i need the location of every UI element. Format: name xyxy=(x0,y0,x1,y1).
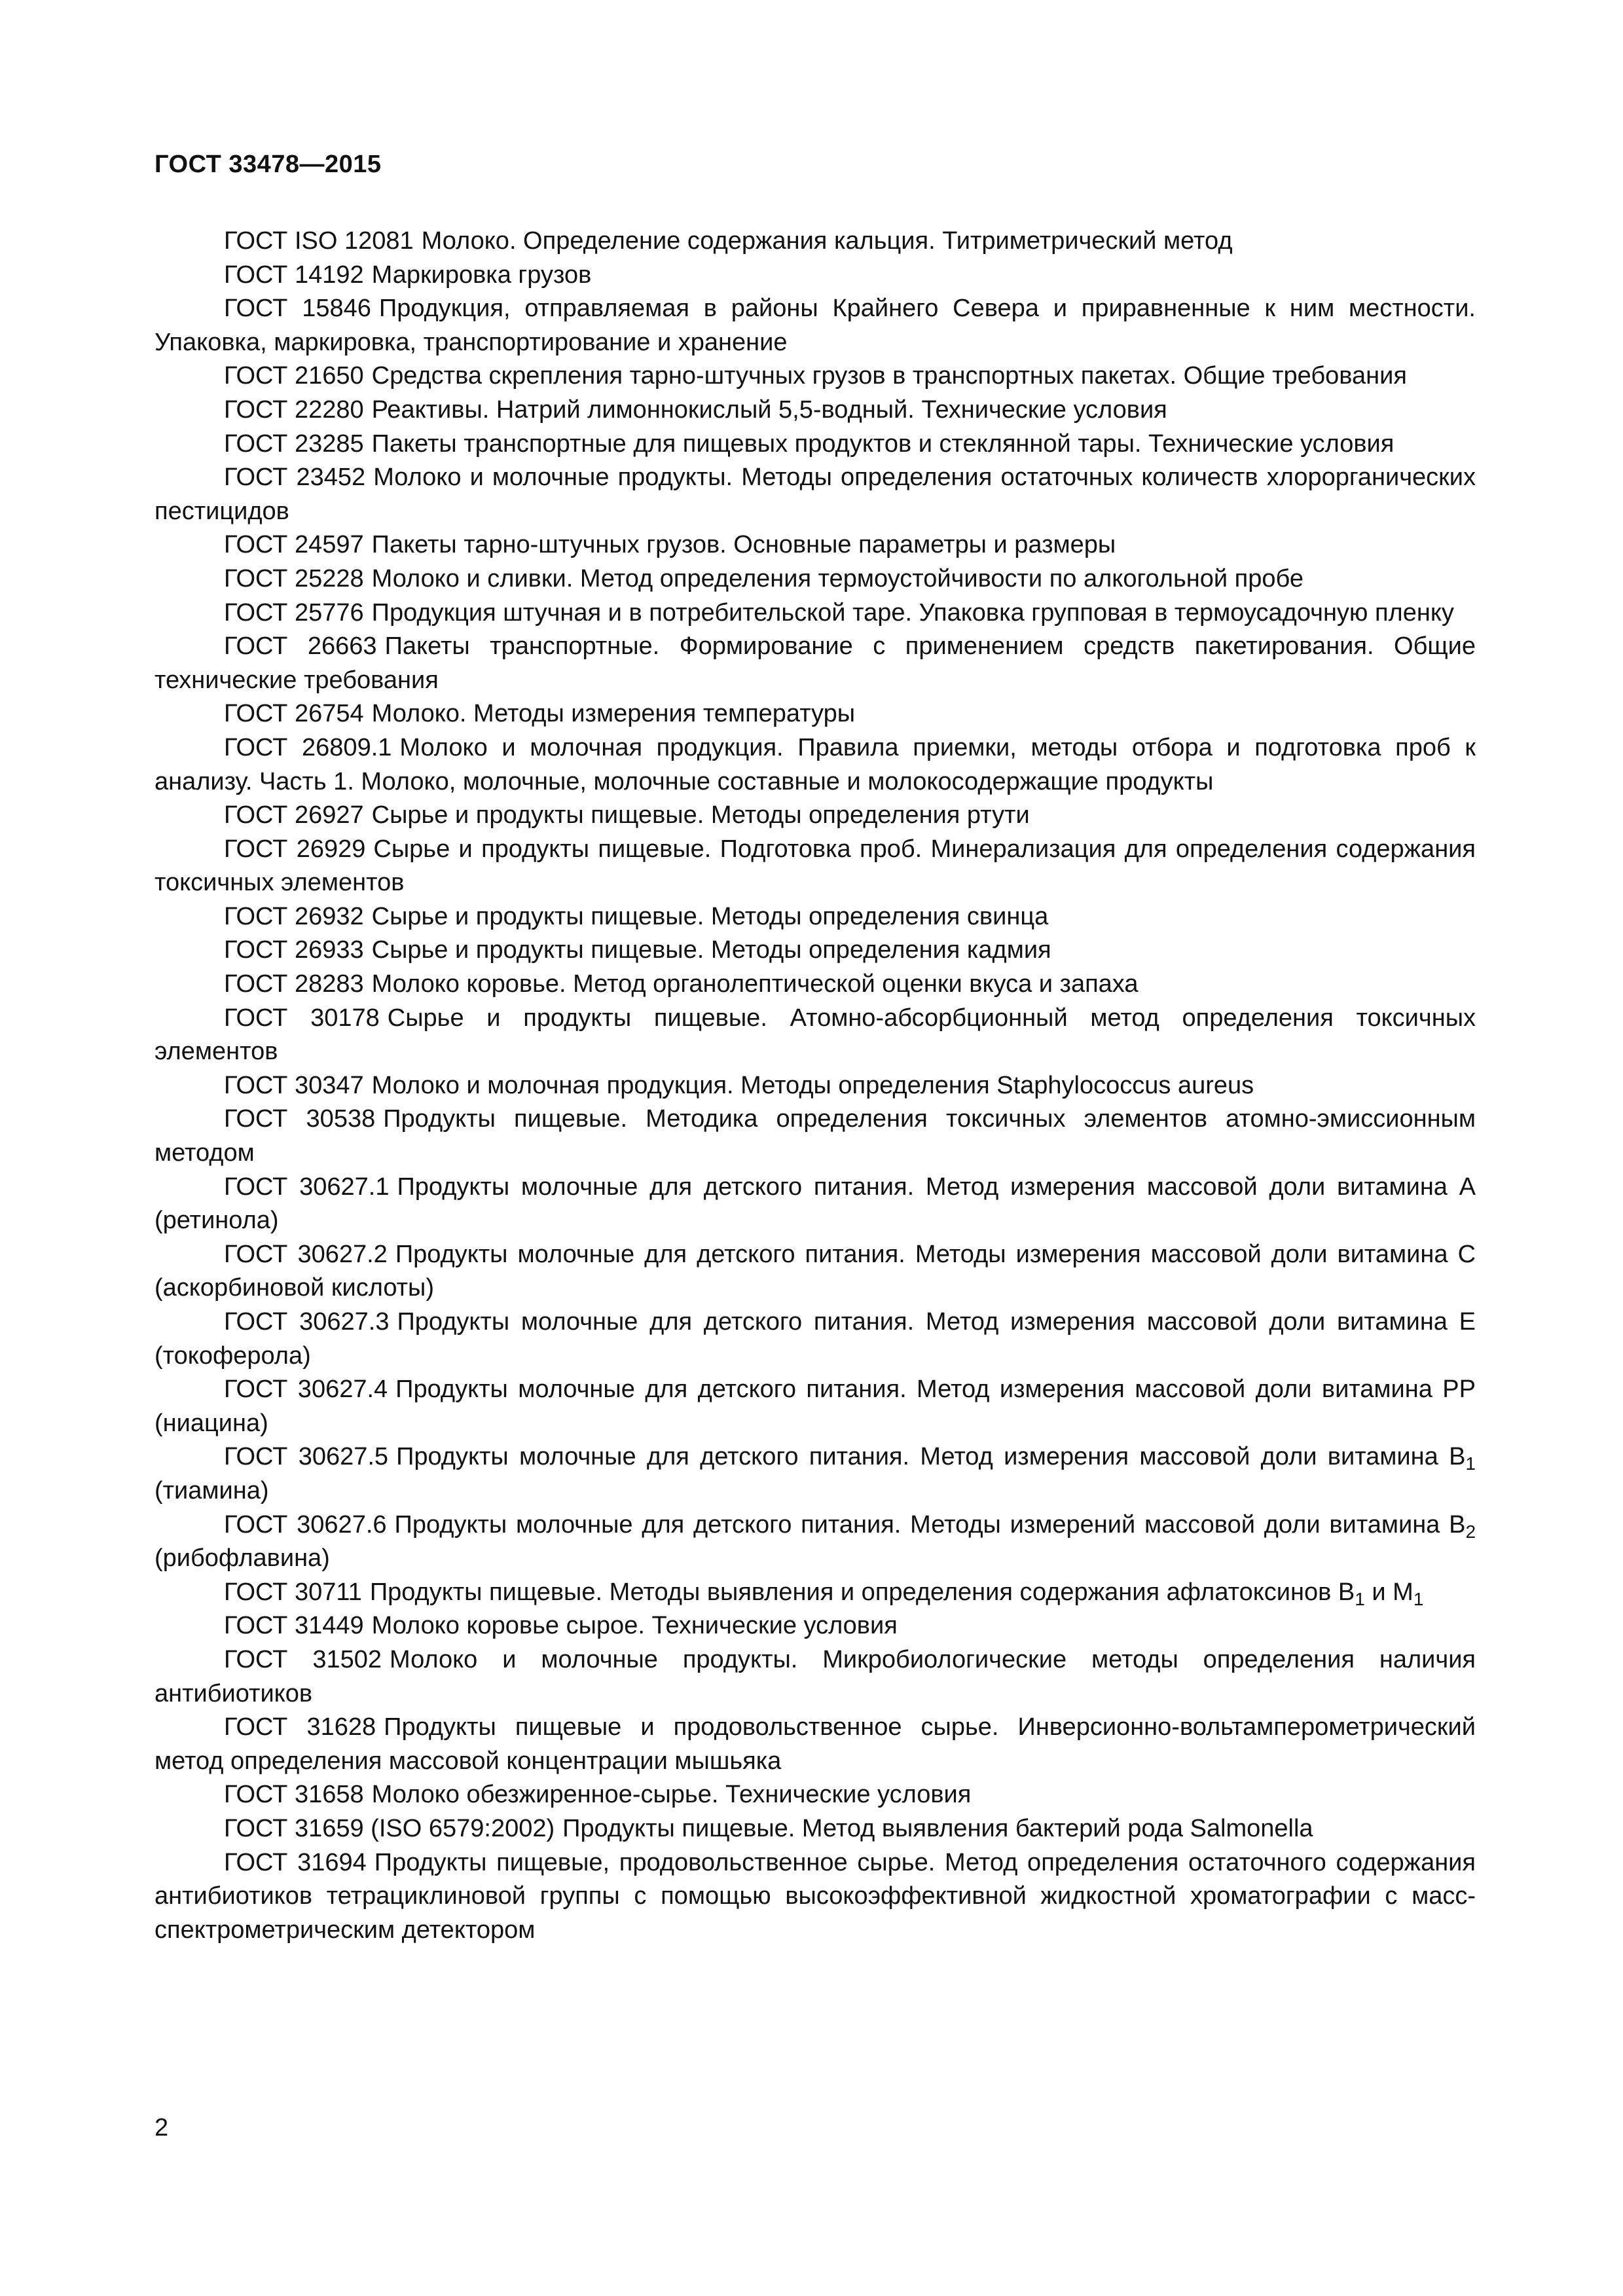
reference-code: ГОСТ ISO 12081 xyxy=(224,227,414,255)
reference-code: ГОСТ 31659 (ISO 6579:2002) xyxy=(224,1814,555,1842)
reference-code: ГОСТ 31628 xyxy=(224,1713,376,1741)
reference-item xyxy=(155,1238,1476,1305)
reference-item xyxy=(155,1812,1476,1846)
reference-item xyxy=(155,630,1476,697)
reference-item xyxy=(155,225,1476,259)
reference-code: ГОСТ 28283 xyxy=(224,970,364,998)
reference-title: Пакеты транспортные. Формирование с применением средств пакетирования. Общие технические требования xyxy=(155,632,1476,694)
reference-code: ГОСТ 26754 xyxy=(224,700,364,728)
reference-item xyxy=(155,1711,1476,1778)
reference-title: Продукция, отправляемая в районы Крайнего Севера и приравненные к ним местности. Упаковка, маркировка, транспортирование и хранение xyxy=(155,295,1476,356)
reference-title: Продукты молочные для детского питания. Метод измерения массовой доли витамина $В_1$ (тиамина) xyxy=(155,1443,1476,1504)
reference-code: ГОСТ 31449 xyxy=(224,1612,364,1640)
reference-title: Молоко и молочная продукция. Правила приемки, методы отбора и подготовка проб к анализу. Часть 1. Молоко, молочные, молочные составные и молокосодержащие продукты xyxy=(155,733,1476,795)
reference-item xyxy=(155,1643,1476,1711)
reference-title: Реактивы. Натрий лимоннокислый 5,5-водный. Технические условия xyxy=(371,395,1167,424)
reference-item xyxy=(155,1373,1476,1440)
reference-title: Продукты пищевые. Методика определения токсичных элементов атомно-эмиссионным методом xyxy=(155,1105,1476,1167)
reference-title: Продукты молочные для детского питания. Методы измерения массовой доли витамина С (аскорбиновой кислоты) xyxy=(155,1240,1476,1302)
reference-title: Молоко. Методы измерения температуры xyxy=(371,700,856,728)
reference-title: Маркировка грузов xyxy=(371,261,592,289)
reference-title: Молоко и молочные продукты. Микробиологические методы определения наличия антибиотиков xyxy=(155,1645,1476,1707)
reference-code: ГОСТ 23285 xyxy=(224,429,364,458)
reference-item xyxy=(155,731,1476,799)
reference-code: ГОСТ 21650 xyxy=(224,362,364,390)
reference-title: Пакеты тарно-штучных грузов. Основные параметры и размеры xyxy=(371,531,1116,559)
reference-item xyxy=(155,393,1476,428)
reference-item xyxy=(155,1002,1476,1069)
reference-item xyxy=(155,1305,1476,1373)
reference-code: ГОСТ 25228 xyxy=(224,564,364,592)
reference-item xyxy=(155,1846,1476,1948)
reference-code: ГОСТ 22280 xyxy=(224,395,364,424)
reference-title: Продукты пищевые и продовольственное сырье. Инверсионно-вольтамперометрический метод определения массовой концентрации мышьяка xyxy=(155,1713,1476,1775)
reference-code: ГОСТ 30538 xyxy=(224,1105,376,1133)
reference-code: ГОСТ 26929 xyxy=(224,835,366,863)
reference-item xyxy=(155,900,1476,934)
reference-code: ГОСТ 24597 xyxy=(224,531,364,559)
reference-code: ГОСТ 30627.4 xyxy=(224,1376,388,1404)
reference-code: ГОСТ 31694 xyxy=(224,1848,367,1876)
reference-code: ГОСТ 26663 xyxy=(224,632,377,661)
reference-title: Продукты молочные для детского питания. Методы измерений массовой доли витамина $В_2$ (рибофлавина) xyxy=(155,1510,1476,1573)
reference-code: ГОСТ 30711 xyxy=(224,1578,362,1606)
reference-title: Сырье и продукты пищевые. Методы определения ртути xyxy=(371,801,1030,829)
reference-title: Молоко коровье сырое. Технические условия xyxy=(371,1612,898,1640)
reference-item xyxy=(155,292,1476,359)
reference-code: ГОСТ 30627.5 xyxy=(224,1443,389,1471)
reference-item xyxy=(155,528,1476,562)
reference-title: Молоко и сливки. Метод определения термоустойчивости по алкогольной пробе xyxy=(371,564,1304,592)
reference-code: ГОСТ 31502 xyxy=(224,1645,382,1673)
reference-code: ГОСТ 30627.2 xyxy=(224,1240,388,1268)
reference-item xyxy=(155,596,1476,630)
reference-title: Сырье и продукты пищевые. Методы определения кадмия xyxy=(371,936,1051,964)
page-header: ГОСТ 33478—2015 xyxy=(155,151,382,178)
reference-code: ГОСТ 30627.6 xyxy=(224,1510,387,1539)
reference-item xyxy=(155,1102,1476,1170)
reference-code: ГОСТ 30627.3 xyxy=(224,1308,390,1336)
reference-title: Продукты молочные для детского питания. Метод измерения массовой доли витамина РР (ниацина) xyxy=(155,1376,1476,1437)
reference-item xyxy=(155,428,1476,462)
reference-item xyxy=(155,1609,1476,1643)
reference-code: ГОСТ 26933 xyxy=(224,936,364,964)
reference-item xyxy=(155,359,1476,393)
reference-item xyxy=(155,1440,1476,1508)
reference-item xyxy=(155,1576,1476,1610)
reference-item xyxy=(155,1069,1476,1103)
reference-code: ГОСТ 15846 xyxy=(224,295,371,323)
reference-code: ГОСТ 26932 xyxy=(224,902,364,930)
reference-title: Молоко коровье. Метод органолептической оценки вкуса и запаха xyxy=(371,970,1139,998)
reference-code: ГОСТ 25776 xyxy=(224,598,364,627)
reference-item xyxy=(155,833,1476,900)
reference-code: ГОСТ 26809.1 xyxy=(224,733,392,761)
reference-title: Продукты пищевые. Методы выявления и определения содержания афлатоксинов $В_1$ и $М_1$ xyxy=(369,1578,1424,1609)
reference-title: Пакеты транспортные для пищевых продуктов и стеклянной тары. Технические условия xyxy=(371,429,1395,458)
normative-references-list xyxy=(155,225,1476,1947)
reference-title: Сырье и продукты пищевые. Методы определения свинца xyxy=(371,902,1049,930)
reference-code: ГОСТ 30627.1 xyxy=(224,1173,390,1201)
reference-code: ГОСТ 30347 xyxy=(224,1071,364,1099)
reference-title: Молоко. Определение содержания кальция. Титриметрический метод xyxy=(421,227,1233,255)
reference-code: ГОСТ 30178 xyxy=(224,1004,380,1032)
reference-title: Средства скрепления тарно-штучных грузов в транспортных пакетах. Общие требования xyxy=(371,362,1407,390)
reference-title: Продукты пищевые, продовольственное сырье. Метод определения остаточного содержания антибиотиков тетрациклиновой группы с помощью высокоэффективной жидкостной хроматографии с масс-спектрометрическим детектором xyxy=(155,1848,1476,1944)
reference-code: ГОСТ 14192 xyxy=(224,261,364,289)
reference-code: ГОСТ 31658 xyxy=(224,1781,364,1809)
reference-item xyxy=(155,1508,1476,1576)
reference-item xyxy=(155,934,1476,968)
reference-item xyxy=(155,968,1476,1002)
reference-item xyxy=(155,461,1476,528)
reference-item xyxy=(155,1171,1476,1238)
reference-item xyxy=(155,1778,1476,1812)
reference-title: Продукты пищевые. Метод выявления бактерий рода Salmonella xyxy=(562,1814,1313,1842)
page-number: 2 xyxy=(155,2114,169,2141)
reference-title: Продукты молочные для детского питания. Метод измерения массовой доли витамина А (ретинола) xyxy=(155,1173,1476,1235)
reference-title: Сырье и продукты пищевые. Подготовка проб. Минерализация для определения содержания токсичных элементов xyxy=(155,835,1476,897)
reference-code: ГОСТ 23452 xyxy=(224,464,366,492)
reference-title: Молоко и молочные продукты. Методы определения остаточных количеств хлорорганических пестицидов xyxy=(155,464,1476,525)
reference-title: Молоко и молочная продукция. Методы определения Staphylococcus aureus xyxy=(371,1071,1254,1099)
reference-title: Продукция штучная и в потребительской таре. Упаковка групповая в термоусадочную пленку xyxy=(371,598,1454,627)
reference-title: Молоко обезжиренное-сырье. Технические условия xyxy=(371,1781,972,1809)
reference-title: Продукты молочные для детского питания. Метод измерения массовой доли витамина Е (токоферола) xyxy=(155,1308,1476,1370)
reference-item xyxy=(155,697,1476,731)
reference-item xyxy=(155,799,1476,833)
reference-item xyxy=(155,259,1476,293)
reference-item xyxy=(155,562,1476,596)
reference-code: ГОСТ 26927 xyxy=(224,801,364,829)
reference-title: Сырье и продукты пищевые. Атомно-абсорбционный метод определения токсичных элементов xyxy=(155,1004,1476,1066)
